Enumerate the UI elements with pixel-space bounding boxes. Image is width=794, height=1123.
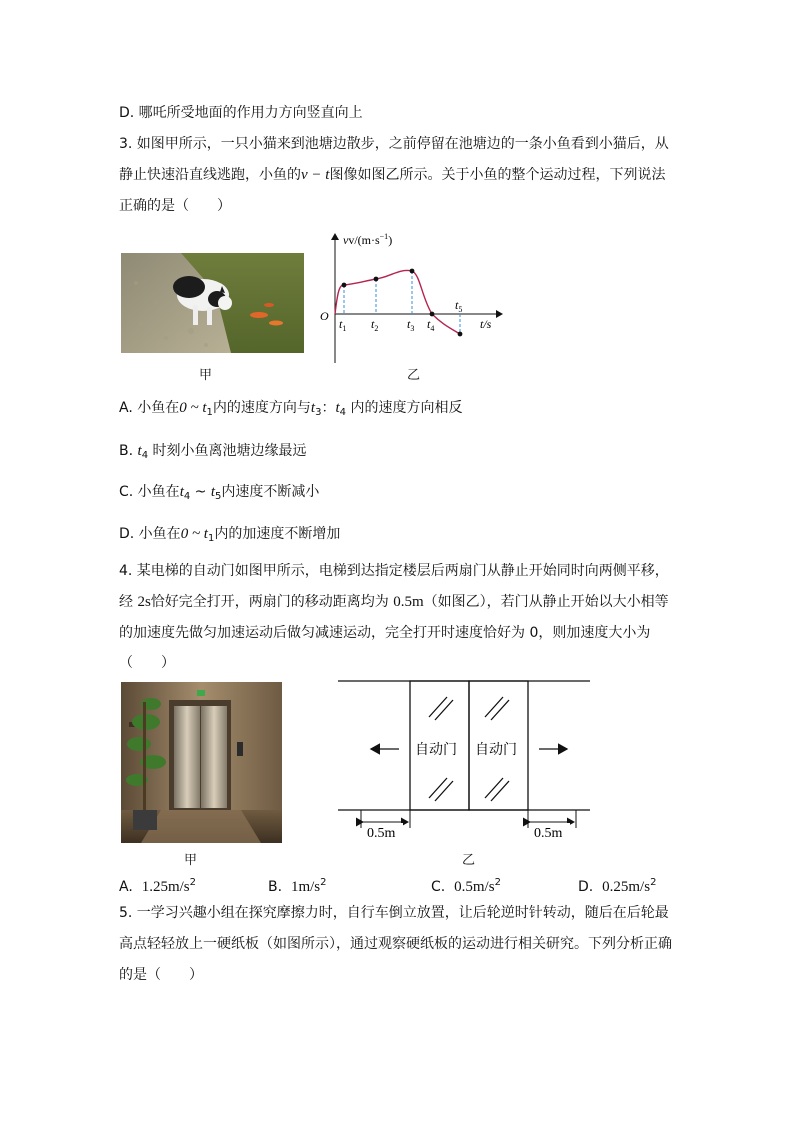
x-axis-label: t/s [480,317,492,331]
left-dimension-label: 0.5m [367,826,396,841]
right-dimension-label: 0.5m [534,826,563,841]
t2-label: $t_2$ [371,317,379,333]
q3-stem-line3: 正确的是（ ） [119,198,231,214]
point-t2 [374,277,379,282]
q2-option-d: D. 哪吒所受地面的作用力方向竖直向上 [119,105,363,121]
graph-caption: 乙 [407,368,421,383]
t4-label: $t_4$ [427,317,435,333]
elevator-photo-caption: 甲 [184,853,198,868]
t1-label: $t_1$ [339,317,347,333]
door-diagram-caption: 乙 [462,853,476,868]
point-t4 [430,312,435,317]
q4-option-c: C. $0.5m/s^2$ [431,877,501,895]
vt-label: v − t [301,167,330,183]
q3-stem-line1: 3. 如图甲所示，一只小猫来到池塘边散步，之前停留在池塘边的一条小鱼看到小猫后，从 [119,136,669,152]
q4-option-a: A. $1.25m/s^2$ [119,877,196,895]
t5-label: $t_5$ [455,298,463,314]
q4-option-b: B. $1m/s^2$ [268,877,327,895]
q4-option-d: D. $0.25m/s^2$ [578,877,657,895]
left-door-label: 自动门 [415,743,457,758]
right-door-label: 自动门 [475,743,517,758]
point-t1 [342,283,347,288]
vt-graph [310,228,510,363]
q3-option-b: B. $t_4$ 时刻小鱼离池塘边缘最远 [119,443,307,461]
q5-stem-line2: 高点轻轻放上一硬纸板（如图所示），通过观察硬纸板的运动进行相关研究。下列分析正确 [119,936,672,952]
origin-label: O [320,309,329,323]
q4-stem-line2: 经 2s恰好完全打开，两扇门的移动距离均为 0.5m（如图乙），若门从静止开始以大小相等 [119,594,669,610]
q5-stem-line3: 的是（ ） [119,967,203,983]
door-diagram [335,670,595,845]
elevator-photo [121,682,282,843]
q5-stem-line1: 5. 一学习兴趣小组在探究摩擦力时，自行车倒立放置，让后轮逆时针转动，随后在后轮最 [119,905,669,921]
y-axis-label: $vv/(m\cdot s^{-1})$ [343,232,393,247]
q4-stem-line4: （ ） [119,655,175,671]
t3-label: $t_3$ [407,317,415,333]
q4-stem-line3: 的加速度先做匀加速运动后做匀减速运动，完全打开时速度恰好为 0，则加速度大小为 [119,625,651,641]
q3-option-d: D. 小鱼在0 ~ $t_1$内的加速度不断增加 [119,526,341,544]
cat-pond-photo [121,253,304,353]
vt-curve [335,270,463,334]
cat-photo-caption: 甲 [199,368,213,383]
point-t3 [410,269,415,274]
q3-stem-line2: 静止快速沿直线逃跑，小鱼的v − t图像如图乙所示。关于小鱼的整个运动过程，下列说法 [119,167,666,183]
q3-option-a: A. 小鱼在0 ~ $t_1$内的速度方向与$t_3$：$t_4$ 内的速度方向相反 [119,400,463,418]
q3-option-c: C. 小鱼在$t_4$ ~ $t_5$内速度不断减小 [119,484,320,502]
q4-stem-line1: 4. 某电梯的自动门如图甲所示，电梯到达指定楼层后两扇门从静止开始同时向两侧平移， [119,563,669,579]
point-t5 [458,332,463,337]
